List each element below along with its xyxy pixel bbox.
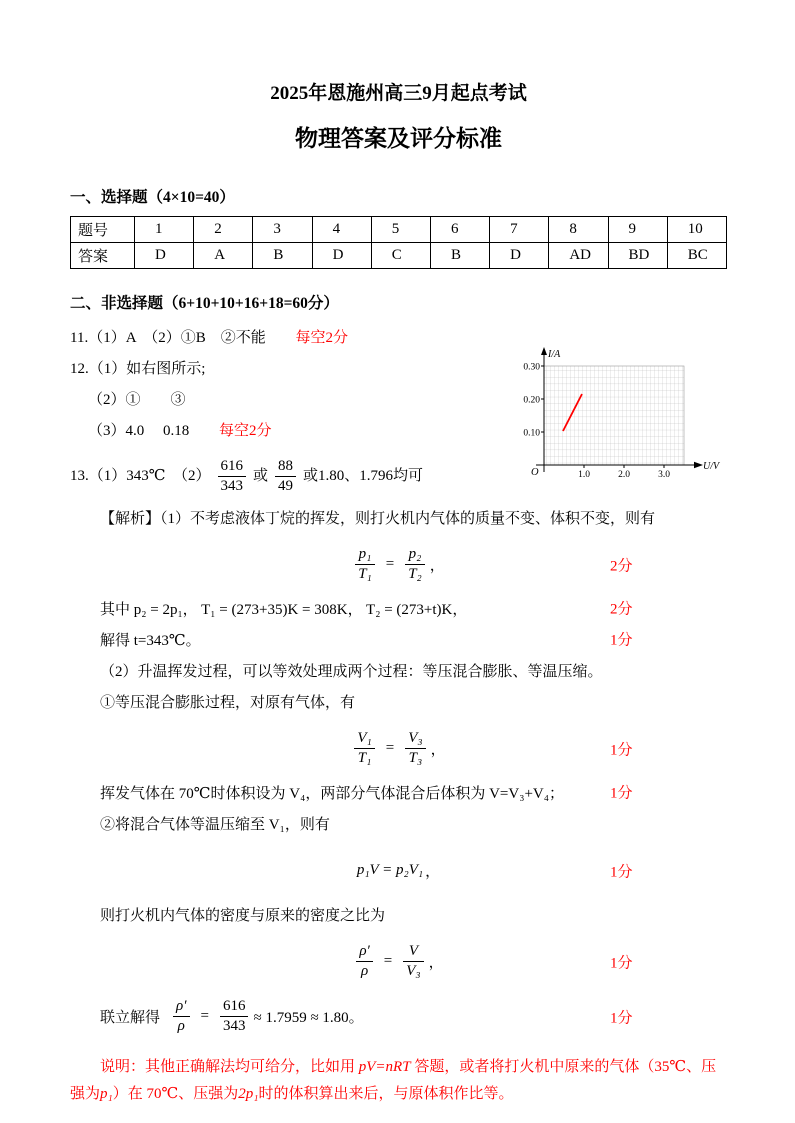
answer-cell: BC [667, 243, 726, 269]
fraction-numerator: ρ′ [356, 942, 372, 962]
note-variable: p₁ [100, 1085, 113, 1102]
formula-comma: ， [430, 742, 446, 758]
note-text: ）在 70℃、压强为 [112, 1085, 239, 1102]
analysis-step1: ①等压混合膨胀过程，对原有气体，有 [100, 694, 356, 711]
row-label-number: 题号 [71, 217, 135, 243]
q12-score-label: 每空2分 [219, 423, 272, 439]
score-label: 1分 [610, 955, 633, 971]
section-1-heading: 一、选择题（4×10=40） [70, 189, 235, 206]
origin-label: O [531, 467, 539, 478]
y-tick-label: 0.30 [523, 362, 540, 373]
fraction-numerator: ρ′ [173, 997, 189, 1017]
fraction-88-49 [275, 457, 296, 496]
q13-or: 或 [253, 467, 269, 484]
fraction-numerator: p₂ [405, 545, 425, 565]
fraction-numerator: V₃ [405, 729, 425, 749]
answer-cell: A [194, 243, 253, 269]
y-tick-label: 0.20 [523, 395, 540, 406]
y-axis-arrow [541, 347, 547, 355]
q13-prefix: 13.（1）343℃ （2） [70, 467, 211, 484]
analysis-intro: 【解析】（1）不考虑液体丁烷的挥发，则打火机内气体的质量不变、体积不变，则有 [100, 510, 656, 527]
q12-answer-values: （3）4.0 0.18 [88, 423, 190, 439]
qnum-cell: 6 [430, 217, 489, 243]
qnum-cell: 2 [194, 217, 253, 243]
table-row-answers [71, 243, 727, 269]
q11-answer-text: 11.（1）A （2）①B ②不能 [70, 330, 266, 346]
formula-comma: ， [429, 558, 445, 574]
answer-table [70, 216, 727, 269]
x-tick-label: 2.0 [618, 470, 630, 480]
fraction-616-343 [220, 997, 249, 1036]
formula-comma: ， [428, 955, 444, 971]
x-axis-label: U/V [703, 461, 720, 472]
solve-t-text: 解得 t=343℃。 [100, 632, 201, 649]
x-tick-label: 3.0 [658, 470, 670, 480]
fraction-denominator: 343 [220, 477, 244, 494]
fraction-denominator: V₃ [406, 963, 421, 979]
question-12-line1: 12.（1）如右图所示; [70, 361, 206, 377]
qnum-cell: 9 [608, 217, 667, 243]
analysis-solve-t [70, 628, 727, 655]
fraction-denominator: 343 [222, 1018, 246, 1034]
equals-sign: = [383, 953, 393, 969]
exam-subtitle: 物理答案及评分标准 [295, 126, 502, 151]
answer-cell: B [430, 243, 489, 269]
answer-cell: AD [549, 243, 608, 269]
answer-cell: BD [608, 243, 667, 269]
formula-isothermal-compression [70, 848, 727, 894]
analysis-density-ratio-intro: 则打火机内气体的密度与原来的密度之比为 [100, 907, 386, 924]
qnum-cell: 5 [371, 217, 430, 243]
x-tick-label: 1.0 [578, 470, 590, 480]
fraction-numerator: p₁ [355, 545, 375, 565]
equals-sign: = [385, 740, 395, 756]
qnum-cell: 4 [312, 217, 371, 243]
note-text: 时的体积算出来后，与原体积作比等。 [258, 1085, 514, 1102]
note-text: 说明：其他正确解法均可给分，比如用 [100, 1058, 359, 1075]
q11-score-label: 每空2分 [295, 330, 348, 346]
row-label-answer: 答案 [71, 243, 135, 269]
equals-sign: = [385, 556, 395, 572]
final-result-value: ≈ 1.7959 ≈ 1.80。 [253, 1010, 364, 1026]
analysis-given-values [70, 597, 727, 624]
fraction-numerator: 88 [275, 457, 296, 477]
formula-volume-temperature [70, 726, 727, 772]
fraction-denominator: T₂ [408, 566, 422, 582]
exam-title: 2025年恩施州高三9月起点考试 [270, 83, 527, 104]
equals-sign: = [200, 1008, 209, 1024]
formula-density-ratio [70, 939, 727, 985]
note-variable: 2p₁ [238, 1085, 259, 1102]
fraction-numerator: V [403, 942, 423, 962]
score-label: 2分 [610, 558, 633, 574]
grid-area [544, 366, 684, 465]
qnum-cell: 7 [490, 217, 549, 243]
fraction-V3-T3 [405, 729, 425, 768]
analysis-step2: ②将混合气体等温压缩至 V₁，则有 [100, 816, 330, 833]
score-label: 2分 [610, 601, 633, 618]
score-label: 1分 [610, 1010, 633, 1026]
fraction-616-343 [218, 457, 247, 496]
score-label: 1分 [610, 785, 633, 802]
fraction-denominator: 49 [278, 477, 294, 494]
question-12-line2: （2）① ③ [88, 392, 186, 408]
fraction-p1-T1 [355, 545, 375, 584]
qnum-cell: 10 [667, 217, 726, 243]
answer-cell: D [312, 243, 371, 269]
fraction-denominator: T₁ [358, 566, 372, 582]
table-row-numbers [71, 217, 727, 243]
y-axis-label: I/A [548, 349, 561, 360]
iv-characteristic-graph [510, 344, 725, 492]
fraction-numerator: V₁ [354, 729, 374, 749]
fraction-rho-prime-rho [356, 942, 372, 981]
fraction-V-V3 [403, 942, 423, 981]
answer-cell: B [253, 243, 312, 269]
grading-note [70, 1054, 727, 1108]
final-result-prefix: 联立解得 [100, 1010, 161, 1026]
x-axis-arrow [694, 462, 703, 468]
formula-final-result [70, 994, 727, 1040]
formula-pressure-temperature [70, 542, 727, 588]
fraction-rho-prime-rho [173, 997, 189, 1036]
score-label: 1分 [610, 742, 633, 758]
qnum-cell: 1 [135, 217, 194, 243]
note-text: 答题，或者将打火机中原来的气体（35℃、压强为 [70, 1058, 717, 1102]
score-label: 1分 [610, 864, 633, 880]
analysis-part2-intro: （2）升温挥发过程，可以等效处理成两个过程：等压混合膨胀、等温压缩。 [100, 663, 603, 680]
qnum-cell: 3 [253, 217, 312, 243]
y-tick-label: 0.10 [523, 428, 540, 439]
note-formula: pV=nRT [358, 1058, 411, 1075]
answer-cell: D [490, 243, 549, 269]
fraction-denominator: T₁ [357, 750, 372, 766]
fraction-denominator: T₃ [408, 750, 423, 766]
answer-cell: C [371, 243, 430, 269]
score-label: 1分 [610, 632, 633, 649]
section-2-heading: 二、非选择题（6+10+10+16+18=60分） [70, 295, 339, 312]
fraction-denominator: ρ [177, 1018, 185, 1034]
analysis-volatile-volume [70, 781, 727, 808]
boyle-law-expression: p₁V = p₂V₁ [356, 862, 424, 878]
fraction-p2-T2 [405, 545, 425, 584]
answer-cell: D [135, 243, 194, 269]
given-values-text: 其中 p₂ = 2p₁， T₁ = (273+35)K = 308K， T₂ = (273+t)K， [100, 601, 468, 618]
q13-suffix: 或1.80、1.796均可 [303, 467, 424, 484]
qnum-cell: 8 [549, 217, 608, 243]
fraction-denominator: ρ [360, 963, 369, 979]
fraction-numerator: 616 [218, 457, 247, 477]
fraction-numerator: 616 [220, 997, 249, 1017]
formula-comma: ， [425, 864, 441, 880]
volatile-volume-text: 挥发气体在 70℃时体积设为 V₄，两部分气体混合后体积为 V=V₃+V₄； [100, 785, 564, 802]
fraction-V1-T1 [354, 729, 374, 768]
